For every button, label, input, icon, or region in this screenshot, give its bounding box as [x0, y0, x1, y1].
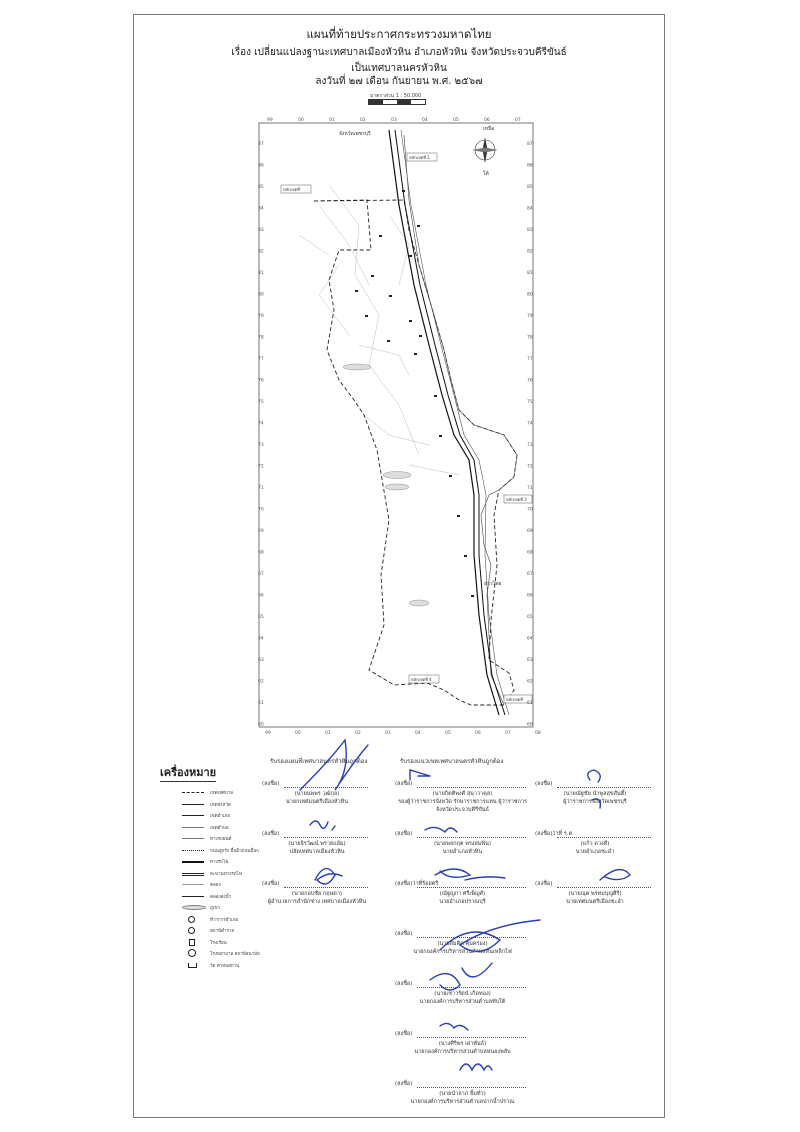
signature-prefix: (ลงชื่อ): [262, 781, 280, 787]
y-tick-label: 77: [527, 357, 533, 362]
y-tick-label: 69: [258, 529, 264, 534]
y-tick-label: 75: [527, 400, 533, 405]
x-tick-label-bottom: 03: [385, 731, 391, 736]
signature-prefix: (ลงชื่อ): [535, 781, 553, 787]
signatory-role: ผู้ว่าราชการจังหวัดเพชรบุรี: [563, 799, 627, 805]
y-tick-label: 79: [258, 314, 264, 319]
y-tick-label: 61: [527, 701, 533, 706]
y-tick-label: 86: [258, 163, 264, 169]
y-tick-label: 67: [258, 572, 264, 577]
legend-label: คลอง: [210, 883, 221, 888]
x-tick-label-bottom: 02: [355, 731, 361, 736]
signature-prefix: (ลงชื่อ): [395, 981, 413, 987]
svg-text:หลักเขตที่ 4: หลักเขตที่ 4: [411, 677, 432, 682]
y-tick-label: 82: [527, 249, 533, 255]
y-tick-label: 86: [527, 163, 533, 169]
y-tick-label: 78: [527, 335, 533, 341]
signatory-name: (นายณุต พรหมบุญศิริ): [568, 891, 622, 897]
x-tick-label: 06: [484, 118, 490, 123]
signatory-name: (ณัฐญกา ศรีเพ็ญศ์): [439, 891, 486, 897]
signatory-role: นายอำเภอหัวหิน: [442, 849, 483, 855]
legend-label: คลองส่งน้ำ: [210, 894, 232, 900]
legend-label: เขตตำบล: [210, 825, 229, 831]
x-tick-label: 07: [515, 118, 521, 123]
map-subtitle: เรื่อง เปลี่ยนแปลงฐานะเทศบาลเมืองหัวหิน อำเภอหัวหิน จังหวัดประจวบคีรีขันธ์: [231, 47, 567, 58]
y-tick-label: 74: [258, 421, 264, 427]
y-tick-label: 84: [258, 206, 264, 212]
signatory-role: นายกองค์การบริหารส่วนตำบลหินเหล็กไฟ: [413, 949, 512, 955]
legend-label: วัด ศาสนสถาน: [210, 963, 240, 969]
scale-label: มาตราส่วน 1 : 50,000: [370, 93, 422, 99]
y-tick-label: 72: [258, 464, 264, 470]
y-tick-label: 73: [527, 443, 533, 448]
y-tick-label: 75: [258, 400, 264, 405]
legend-label: เขตอำเภอ: [210, 814, 230, 819]
certify-left: รับรองแผนที่เทศบาลนครหัวหินถูกต้อง: [270, 758, 368, 765]
signature-prefix: (ลงชื่อ): [535, 881, 553, 887]
legend-label: ถนนลูกรัง พื้นผิวถนนอื่นๆ: [210, 848, 259, 854]
y-tick-label: 78: [258, 335, 264, 341]
y-tick-label: 83: [258, 228, 264, 233]
signatory-name: (นายกอบชัย กฤษดา): [291, 891, 343, 897]
south-label: ใต้: [483, 171, 489, 177]
y-tick-label: 68: [258, 550, 264, 556]
y-tick-label: 72: [527, 464, 533, 470]
x-tick-label-bottom: 05: [445, 731, 451, 736]
svg-text:หลักเขตที่: หลักเขตที่: [506, 697, 523, 702]
x-tick-label-bottom: 99: [265, 731, 271, 736]
legend-label: สถานีตำรวจ: [210, 929, 235, 934]
x-tick-label-bottom: 07: [505, 731, 511, 736]
x-tick-label: 01: [329, 118, 335, 123]
y-tick-label: 62: [258, 679, 264, 685]
signatory-name: (นายสมคิด คุ้มครอง): [437, 941, 488, 947]
signature-prefix: (ลงชื่อ): [395, 831, 413, 837]
signatory-name: (นายกิตติพงศ์ สุนาวาคุล): [432, 791, 493, 797]
x-tick-label: 00: [298, 118, 304, 123]
x-tick-label: 02: [360, 118, 366, 123]
svg-text:หลักเขตที่ 1: หลักเขตที่ 1: [409, 155, 430, 160]
top-left-place: จังหวัดเพชรบุรี: [339, 131, 371, 137]
y-tick-label: 80: [527, 292, 533, 298]
x-tick-label: 04: [422, 118, 428, 123]
signatory-name: (นายจิรวัฒน์ พรายแย้ม): [288, 841, 346, 847]
x-tick-label: 03: [391, 118, 397, 123]
y-tick-label: 84: [527, 206, 533, 212]
y-tick-label: 60: [527, 722, 533, 728]
y-tick-label: 82: [258, 249, 264, 255]
y-tick-label: 65: [527, 615, 533, 620]
legend-label: โรงเรียน: [210, 940, 227, 946]
legend-label: ภูเขา: [210, 906, 221, 911]
y-tick-label: 63: [527, 658, 533, 663]
signatory-role: นายอำเภอปราณบุรี: [439, 899, 486, 905]
signature-prefix: (ลงชื่อ): [262, 881, 280, 887]
signatory-name: (นายนำลาภ ยิ้มทั่ว): [439, 1091, 486, 1097]
y-tick-label: 60: [258, 722, 264, 728]
y-tick-label: 71: [258, 486, 264, 491]
map-date: ลงวันที่ ๒๗ เดือน กันยายน พ.ศ. ๒๕๖๗: [315, 76, 483, 87]
map-line3: เป็นเทศบาลนครหัวหิน: [351, 63, 447, 74]
legend-title: เครื่องหมาย: [160, 763, 216, 782]
y-tick-label: 71: [527, 486, 533, 491]
signatory-role: นายกเทศมนตรีเมืองหัวหิน: [286, 799, 348, 805]
y-tick-label: 76: [527, 378, 533, 384]
x-tick-label-bottom: 08: [535, 731, 541, 736]
y-tick-label: 61: [258, 701, 264, 706]
signatory-name: (นางศิริพร เผ่าพันธ์): [438, 1041, 487, 1047]
signature-prefix: (ลงชื่อ): [395, 1031, 413, 1037]
signatory-role: นายกองค์การบริหารส่วนตำบลทับใต้: [419, 999, 506, 1005]
x-tick-label: 99: [267, 118, 273, 123]
signature-prefix: (ลงชื่อ)ว่าที่ร้อยตรี: [395, 881, 439, 887]
y-tick-label: 64: [527, 636, 533, 642]
signatory-name: (นายนพพร วุฒิกุล): [294, 791, 340, 797]
legend-label: ที่ว่าการอำเภอ: [210, 917, 239, 923]
y-tick-label: 64: [258, 636, 264, 642]
signatory-name: (นายณัฐชัย นำพูลสุขสันติ์): [563, 791, 627, 797]
y-tick-label: 85: [527, 185, 533, 190]
x-tick-label: 05: [453, 118, 459, 123]
certify-right: รับรองแนวเขตเทศบาลนครหัวหินถูกต้อง: [400, 758, 504, 765]
y-tick-label: 81: [258, 271, 264, 276]
y-tick-label: 76: [258, 378, 264, 384]
y-tick-label: 70: [258, 507, 264, 513]
y-tick-label: 80: [258, 292, 264, 298]
signatory-role: นายอำเภอชะอำ: [575, 849, 615, 855]
y-tick-label: 67: [527, 572, 533, 577]
y-tick-label: 66: [258, 593, 264, 599]
signature-prefix: (ลงชื่อ): [395, 931, 413, 937]
y-tick-label: 62: [527, 679, 533, 685]
legend-label: ทางรถยนต์: [210, 837, 232, 842]
y-tick-label: 79: [527, 314, 533, 319]
signatory-role: ผู้อำนวยการสำนักช่าง เทศบาลเมืองหัวหิน: [267, 899, 367, 905]
y-tick-label: 70: [527, 507, 533, 513]
y-tick-label: 74: [527, 421, 533, 427]
signatory-role: ปลัดเทศบาลเมืองหัวหิน: [289, 849, 345, 855]
legend-label: โรงพยาบาล สถานีอนามัย: [210, 952, 260, 957]
y-tick-label: 85: [258, 185, 264, 190]
legend-label: สะพานทางรถไฟ: [210, 871, 243, 877]
x-tick-label-bottom: 06: [475, 731, 481, 736]
y-tick-label: 65: [258, 615, 264, 620]
y-tick-label: 87: [527, 142, 533, 147]
signatory-name: (แก้ว ดวงดี): [580, 841, 610, 847]
signatory-role: รองผู้ว่าราชการจังหวัด รักษาราชการแทน ผู้ว่าราชการจังหวัดประจวบคีรีขันธ์: [398, 799, 527, 813]
x-tick-label-bottom: 01: [325, 731, 331, 736]
y-tick-label: 81: [527, 271, 533, 276]
signatory-name: (นายพลกฤต พรงสมพิน): [434, 841, 491, 847]
y-tick-label: 83: [527, 228, 533, 233]
signature-prefix: (ลงชื่อ): [395, 1081, 413, 1087]
y-tick-label: 73: [258, 443, 264, 448]
signature-prefix: (ลงชื่อ): [262, 831, 280, 837]
legend-label: เขตเทศบาล: [210, 791, 234, 796]
x-tick-label-bottom: 00: [295, 731, 301, 736]
north-label: เหนือ: [483, 126, 495, 132]
x-tick-label-bottom: 04: [415, 731, 421, 736]
signatory-role: นายกองค์การบริหารส่วนตำบลหนองพลับ: [414, 1049, 511, 1055]
svg-text:หลักเขตที่: หลักเขตที่: [283, 187, 300, 192]
signature-prefix: (ลงชื่อ)ว่าที่ ร.ต.: [535, 831, 574, 837]
signatory-name: (นายเชาวรัตน์ เกิดทอง): [434, 991, 491, 997]
y-tick-label: 63: [258, 658, 264, 663]
legend-label: ทางรถไฟ: [210, 860, 229, 865]
legend-label: เขตจังหวัด: [210, 802, 231, 808]
signatory-role: นายเทศมนตรีเมืองชะอำ: [566, 899, 624, 905]
svg-text:หลักเขตที่ 3: หลักเขตที่ 3: [506, 497, 527, 502]
y-tick-label: 68: [527, 550, 533, 556]
y-tick-label: 66: [527, 593, 533, 599]
sea-label: อ่าวไทย: [484, 581, 502, 587]
map-title: แผนที่ท้ายประกาศกระทรวงมหาดไทย: [306, 27, 492, 41]
signatory-role: นายกองค์การบริหารส่วนตำบลปากน้ำปราณ: [410, 1099, 515, 1105]
y-tick-label: 77: [258, 357, 264, 362]
signature-prefix: (ลงชื่อ): [395, 781, 413, 787]
y-tick-label: 69: [527, 529, 533, 534]
y-tick-label: 87: [258, 142, 264, 147]
